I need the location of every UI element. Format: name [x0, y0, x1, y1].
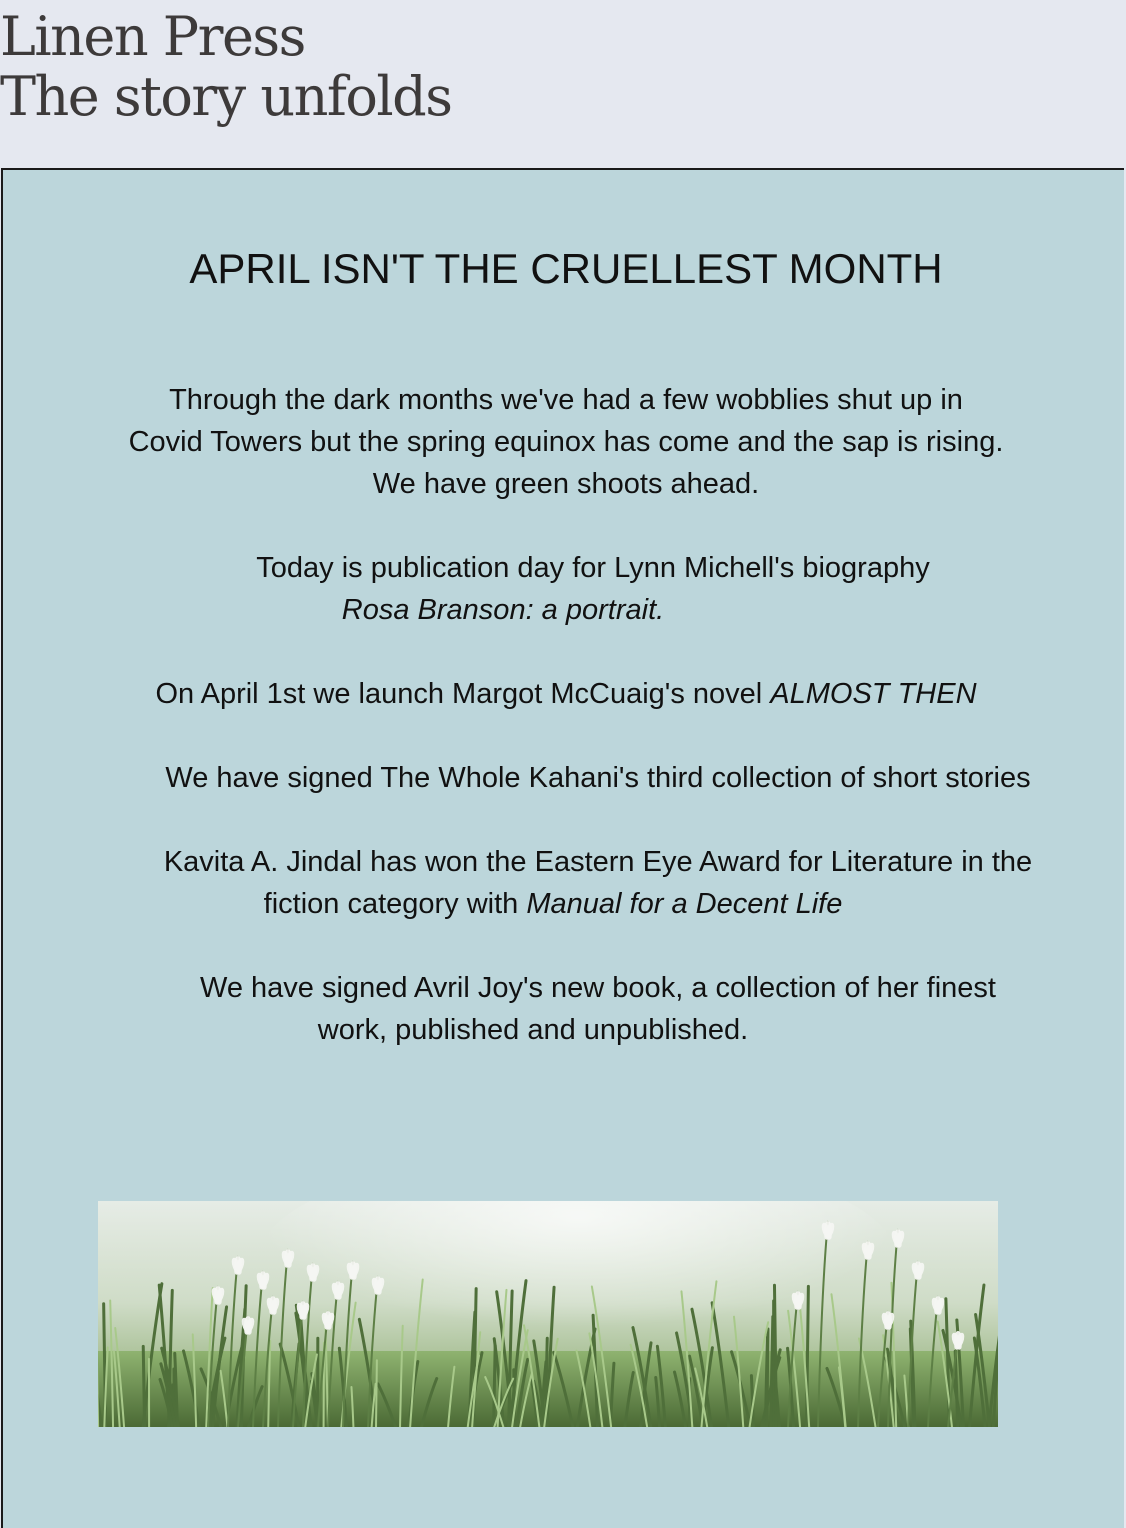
launch-book-title[interactable]: ALMOST THEN — [770, 678, 976, 710]
signing-avril-line-1: We have signed Avril Joy's new book, a collection of her finest — [33, 967, 1126, 1009]
signing-paragraph-avril-joy — [33, 967, 1126, 1051]
award-line-2-text: fiction category with — [264, 888, 527, 920]
content-panel — [1, 168, 1124, 1528]
award-paragraph — [83, 841, 1113, 925]
launch-text: On April 1st we launch Margot McCuaig's novel — [155, 678, 770, 710]
site-title[interactable]: Linen Press — [0, 8, 305, 66]
grass-blade — [774, 1285, 776, 1427]
site-tagline: The story unfolds — [0, 66, 451, 128]
intro-paragraph — [3, 379, 1126, 505]
signing-kahani-text: We have signed The Whole Kahani's third collection of short stories — [83, 757, 1113, 799]
snowdrops-illustration — [98, 1201, 998, 1427]
grass-blade — [376, 1360, 377, 1427]
grass-blade — [494, 1346, 496, 1427]
site-header — [0, 0, 1126, 168]
snowdrops-banner-image — [98, 1201, 998, 1427]
publication-paragraph — [193, 547, 993, 631]
publication-text: Today is publication day for Lynn Michell's biography — [193, 547, 993, 589]
signing-avril-line-2: work, published and unpublished. — [0, 1009, 1126, 1051]
award-line-1: Kavita A. Jindal has won the Eastern Eye Award for Literature in the — [83, 841, 1113, 883]
intro-line-3: We have green shoots ahead. — [3, 463, 1126, 505]
intro-line-1: Through the dark months we've had a few wobblies shut up in — [3, 379, 1126, 421]
launch-paragraph — [3, 673, 1126, 715]
intro-line-2: Covid Towers but the spring equinox has come and the sap is rising. — [3, 421, 1126, 463]
signing-paragraph-kahani — [83, 757, 1113, 799]
page-title: APRIL ISN'T THE CRUELLEST MONTH — [3, 244, 1126, 294]
grass-blade — [767, 1329, 768, 1427]
award-book-title[interactable]: Manual for a Decent Life — [526, 888, 842, 920]
publication-book-title[interactable]: Rosa Branson: a portrait. — [342, 594, 664, 626]
grass-blade — [143, 1346, 144, 1427]
